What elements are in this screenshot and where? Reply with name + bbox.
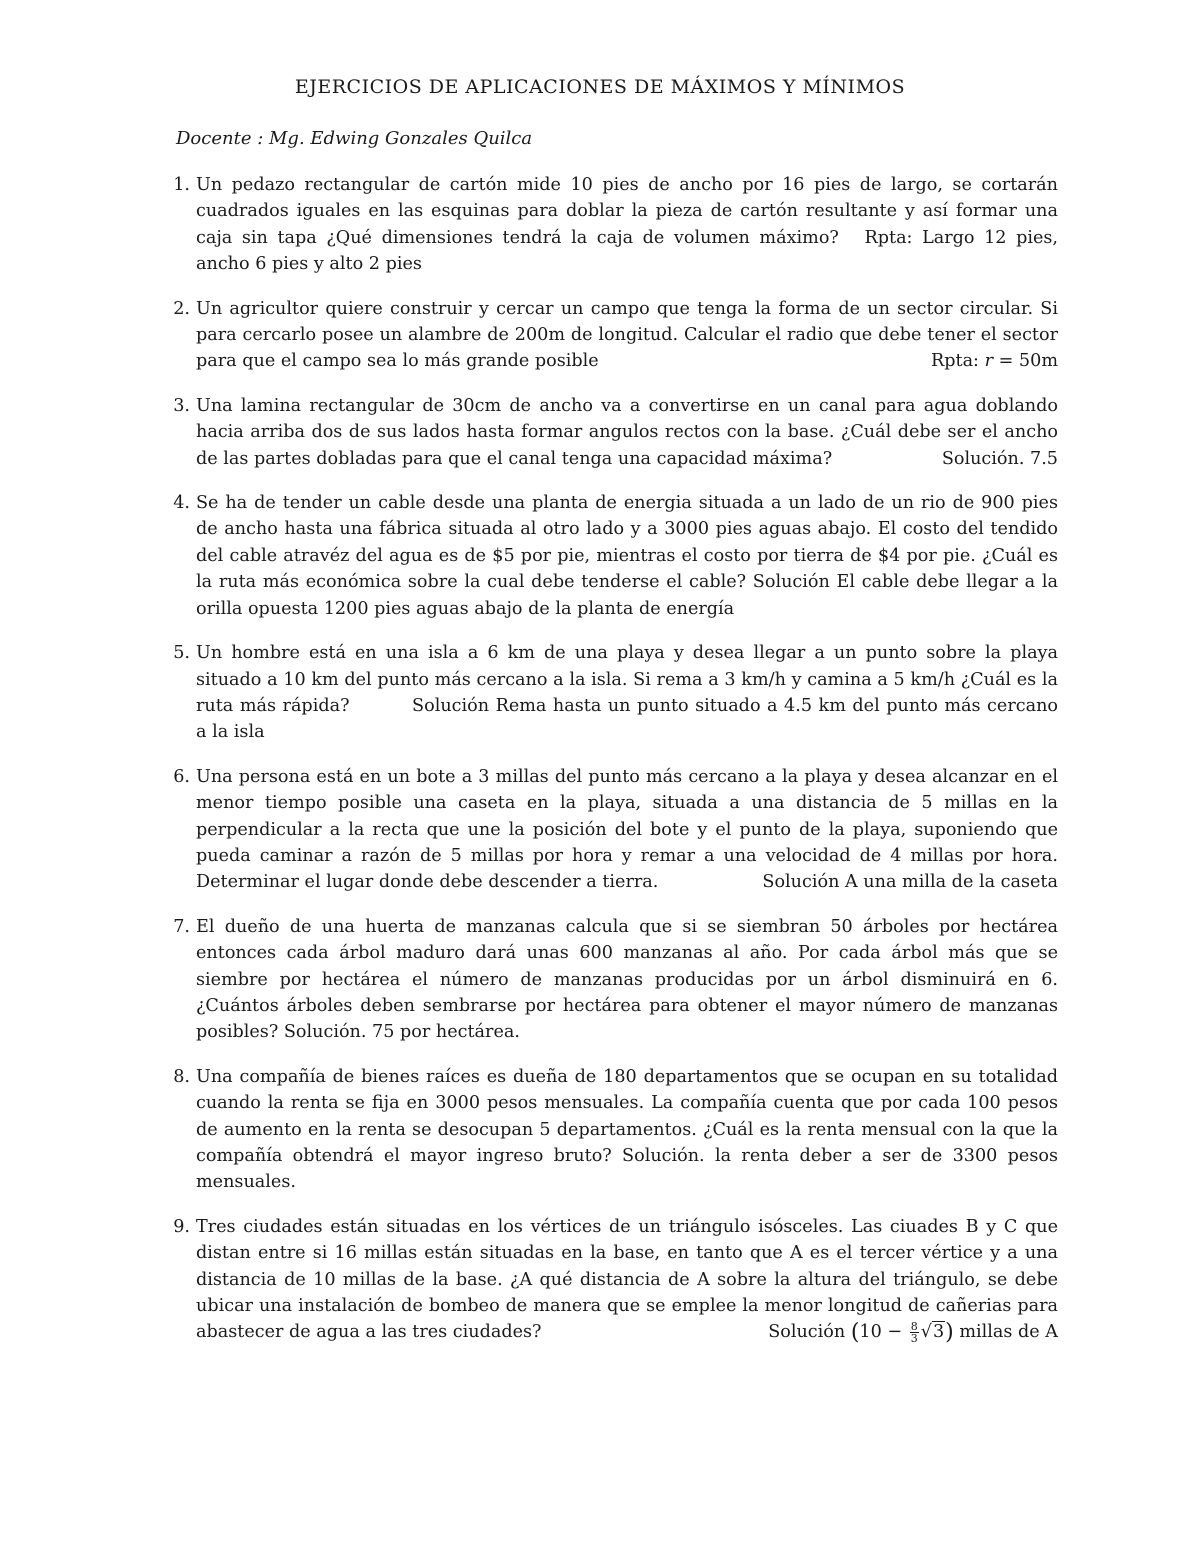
exercise-item-9 — [173, 1214, 1058, 1347]
fraction-numerator: 8 — [910, 1319, 918, 1333]
exercise-item-7 — [173, 914, 1058, 1046]
exercise-number: 8. — [173, 1066, 190, 1087]
open-paren: ( — [850, 1320, 860, 1346]
exercise-text: Tres ciudades están situadas en los vértices de un triángulo isósceles. Las ciuades B y C que distan entre si 16 millas están situadas en la base, en tanto que A es el tercer vértice y a una distancia de 10 millas de la base. ¿A qué distancia de A sobre la altura del triángulo, se debe ubicar una instalación de bombeo de manera que se emplee la menor longitud de cañerias para abastecer de agua a las tres ciudades? — [196, 1216, 1058, 1343]
exercise-item-6 — [173, 764, 1058, 896]
exercise-answer — [768, 1319, 1058, 1346]
answer-variable: r — [984, 351, 993, 372]
answer-prefix: Rpta: — [930, 351, 985, 372]
exercise-answer — [931, 348, 1058, 374]
exercise-item-4 — [173, 490, 1058, 622]
close-paren: ) — [945, 1320, 954, 1346]
page-title: EJERCICIOS DE APLICACIONES DE MÁXIMOS Y MÍNIMOS — [294, 76, 906, 98]
exercise-item-5 — [173, 640, 1058, 746]
exercise-item-3 — [173, 393, 1058, 472]
answer-suffix: millas de A — [953, 1322, 1058, 1343]
fraction-denominator: 3 — [910, 1331, 918, 1345]
exercise-number: 3. — [173, 395, 190, 416]
exercise-number: 5. — [173, 643, 190, 664]
answer-lead: 10 − — [859, 1322, 908, 1343]
docente-line: Docente : Mg. Edwing Gonzales Quilca — [176, 128, 533, 149]
answer-prefix: Solución — [768, 1322, 851, 1343]
fraction — [910, 1321, 919, 1344]
exercise-answer: Solución. 7.5 — [941, 448, 1058, 469]
exercise-item-2 — [173, 296, 1058, 375]
sqrt-argument: 3 — [932, 1322, 945, 1343]
exercise-number: 6. — [173, 766, 190, 787]
exercise-text: Una persona está en un bote a 3 millas del punto más cercano a la playa y desea alcanzar en el menor tiempo posible una caseta en la playa, situada a una distancia de 5 millas en la perpendicular a la recta que une la posición del bote y el punto de la playa, suponiendo que pueda caminar a razón de 5 millas por hora y remar a una velocidad de 4 millas por hora. Determinar el lugar donde debe descender a tierra. — [196, 766, 1058, 893]
exercise-number: 9. — [173, 1216, 190, 1237]
exercise-text: Se ha de tender un cable desde una planta de energia situada a un lado de un rio de 900 pies de ancho hasta una fábrica situada al otro lado y a 3000 pies aguas abajo. El costo del tendido del cable atravéz del agua es de $5 por pie, mientras el costo por tierra de $4 por pie. ¿Cuál es la ruta más económica sobre la cual debe tenderse el cable? Solución El cable debe llegar a la orilla opuesta 1200 pies aguas abajo de la planta de energía — [196, 493, 1058, 619]
exercise-item-8 — [173, 1064, 1058, 1196]
exercise-number: 7. — [173, 916, 190, 937]
exercise-answer: Solución Rema hasta un punto situado a 4.5 km del punto más cercano a la isla — [196, 695, 1058, 743]
exercise-number: 1. — [173, 175, 190, 195]
exercise-text: El dueño de una huerta de manzanas calcula que si se siembran 50 árboles por hectárea entonces cada árbol maduro dará unas 600 manzanas al año. Por cada árbol más que se siembre por hectárea el número de manzanas producidas por un árbol disminuirá en 6. ¿Cuántos árboles deben sembrarse por hectárea para obtener el mayor número de manzanas posibles? Solución. 75 por hectárea. — [196, 916, 1058, 1043]
exercise-text: Un hombre está en una isla a 6 km de una playa y desea llegar a un punto sobre la playa situado a 10 km del punto más cercano a la isla. Si rema a 3 km/h y camina a 5 km/h ¿Cuál es la ruta más rápida? — [196, 643, 1058, 716]
exercise-text: Un agricultor quiere construir y cercar un campo que tenga la forma de un sector circular. Si para cercarlo posee un alambre de 200m de longitud. Calcular el radio que debe tener el sector para que el campo sea lo más grande posible — [196, 298, 1058, 372]
exercise-answer: Solución A una milla de la caseta — [762, 872, 1058, 893]
exercise-list — [173, 172, 1059, 1365]
answer-suffix: = 50m — [993, 351, 1058, 372]
sqrt-symbol: √ — [920, 1322, 932, 1343]
exercise-answer: Rpta: Largo 12 pies, ancho 6 pies y alto 2 pies — [196, 227, 1059, 275]
exercise-number: 2. — [173, 298, 190, 319]
exercise-text: Una compañía de bienes raíces es dueña de 180 departamentos que se ocupan en su totalidad cuando la renta se fija en 3000 pesos mensuales. La compañía cuenta que por cada 100 pesos de aumento en la renta se desocupan 5 departamentos. ¿Cuál es la renta mensual con la que la compañía obtendrá el mayor ingreso bruto? Solución. la renta deber a ser de 3300 pesos mensuales. — [196, 1066, 1058, 1193]
exercise-text: Una lamina rectangular de 30cm de ancho va a convertirse en un canal para agua doblando hacia arriba dos de sus lados hasta formar angulos rectos con la base. ¿Cuál debe ser el ancho de las partes dobladas para que el canal tenga una capacidad máxima? — [196, 395, 1058, 469]
exercise-number: 4. — [173, 493, 190, 514]
exercise-text: Un pedazo rectangular de cartón mide 10 pies de ancho por 16 pies de largo, se cortarán cuadrados iguales en las esquinas para doblar la pieza de cartón resultante y así formar una caja sin tapa ¿Qué dimensiones tendrá la caja de volumen máximo? — [196, 175, 1058, 248]
exercise-item-1 — [173, 172, 1059, 278]
